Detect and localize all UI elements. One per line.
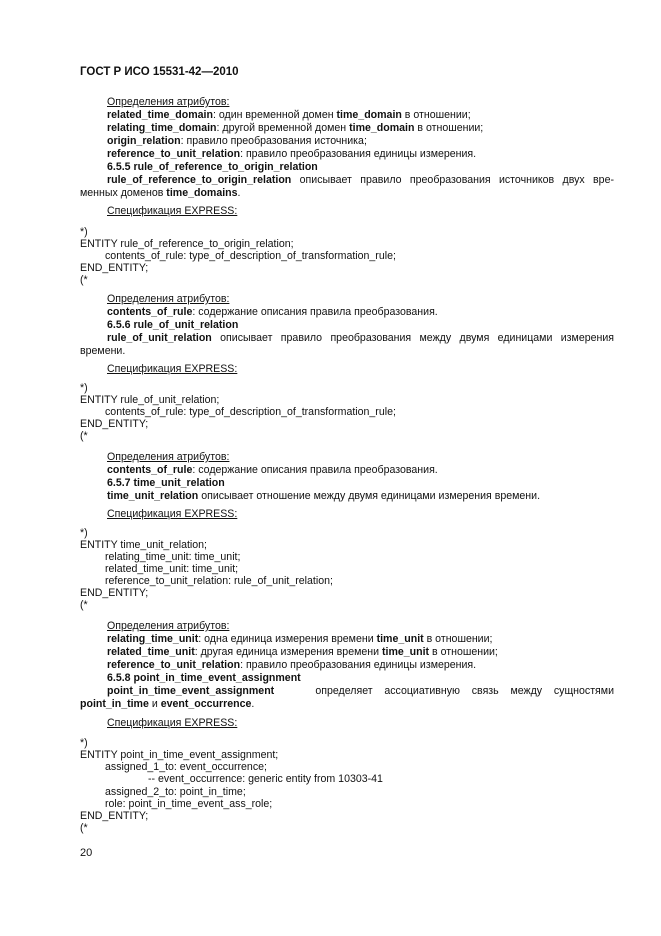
- attr-definition: contents_of_rule: содержание описания правила преобразования.: [107, 306, 438, 318]
- code-line: (*: [80, 274, 88, 286]
- code-comment-line: -- event_occurrence: generic entity from 10303-41: [148, 773, 383, 785]
- attr-definition: related_time_domain: один временной домен time_domain в отношении;: [107, 109, 471, 121]
- attr-definitions-heading: Определения атрибутов:: [107, 620, 230, 632]
- section-heading-6-5-7: 6.5.7 time_unit_relation: [107, 477, 225, 489]
- attr-definitions-heading: Определения атрибутов:: [107, 96, 230, 108]
- attr-definition: reference_to_unit_relation: правило преобразования единицы измерения.: [107, 148, 477, 160]
- express-spec-label: Спецификация EXPRESS:: [107, 205, 238, 217]
- express-spec-label: Спецификация EXPRESS:: [107, 363, 238, 375]
- attr-definition: relating_time_unit: одна единица измерения времени time_unit в отношении;: [107, 633, 493, 645]
- code-line: related_time_unit: time_unit;: [105, 563, 239, 575]
- code-line: END_ENTITY;: [80, 587, 149, 599]
- code-line: END_ENTITY;: [80, 418, 149, 430]
- code-line: END_ENTITY;: [80, 262, 149, 274]
- code-line: ENTITY rule_of_reference_to_origin_relation;: [80, 238, 294, 250]
- code-line: contents_of_rule: type_of_description_of_transformation_rule;: [105, 406, 396, 418]
- section-heading-6-5-5: 6.5.5 rule_of_reference_to_origin_relation: [107, 161, 318, 173]
- document-header: ГОСТ Р ИСО 15531-42—2010: [80, 66, 239, 78]
- code-line: contents_of_rule: type_of_description_of_transformation_rule;: [105, 250, 396, 262]
- code-line: *): [80, 382, 88, 394]
- section-description: time_unit_relation описывает отношение между двумя единицами измерения времени.: [107, 490, 541, 502]
- section-description-cont: менных доменов time_domains.: [80, 187, 241, 199]
- code-line: *): [80, 737, 88, 749]
- code-line: reference_to_unit_relation: rule_of_unit_relation;: [105, 575, 333, 587]
- code-line: assigned_1_to: event_occurrence;: [105, 761, 267, 773]
- attr-definitions-heading: Определения атрибутов:: [107, 451, 230, 463]
- section-heading-6-5-8: 6.5.8 point_in_time_event_assignment: [107, 672, 301, 684]
- section-description: rule_of_unit_relation описывает правило преобразования между двумя единицами измерения: [107, 332, 614, 344]
- code-line: (*: [80, 822, 88, 834]
- page-number: 20: [80, 847, 93, 859]
- code-line: ENTITY time_unit_relation;: [80, 539, 207, 551]
- code-line: *): [80, 226, 88, 238]
- attr-definition: relating_time_domain: другой временной домен time_domain в отношении;: [107, 122, 484, 134]
- code-line: assigned_2_to: point_in_time;: [105, 786, 246, 798]
- section-description-cont: времени.: [80, 345, 126, 357]
- section-description: rule_of_reference_to_origin_relation описывает правило преобразования источников двух вре-: [107, 174, 614, 186]
- code-line: ENTITY point_in_time_event_assignment;: [80, 749, 279, 761]
- attr-definitions-heading: Определения атрибутов:: [107, 293, 230, 305]
- express-spec-label: Спецификация EXPRESS:: [107, 717, 238, 729]
- code-line: END_ENTITY;: [80, 810, 149, 822]
- attr-definition: origin_relation: правило преобразования источника;: [107, 135, 367, 147]
- code-line: relating_time_unit: time_unit;: [105, 551, 241, 563]
- attr-definition: related_time_unit: другая единица измерения времени time_unit в отношении;: [107, 646, 498, 658]
- attr-definition: contents_of_rule: содержание описания правила преобразования.: [107, 464, 438, 476]
- code-line: role: point_in_time_event_ass_role;: [105, 798, 273, 810]
- attr-definition: reference_to_unit_relation: правило преобразования единицы измерения.: [107, 659, 477, 671]
- code-line: *): [80, 527, 88, 539]
- section-heading-6-5-6: 6.5.6 rule_of_unit_relation: [107, 319, 239, 331]
- code-line: (*: [80, 430, 88, 442]
- express-spec-label: Спецификация EXPRESS:: [107, 508, 238, 520]
- section-description: point_in_time_event_assignment определяет ассоциативную связь между сущностями: [107, 685, 614, 697]
- code-line: ENTITY rule_of_unit_relation;: [80, 394, 220, 406]
- section-description-cont: point_in_time и event_occurrence.: [80, 698, 255, 710]
- code-line: (*: [80, 599, 88, 611]
